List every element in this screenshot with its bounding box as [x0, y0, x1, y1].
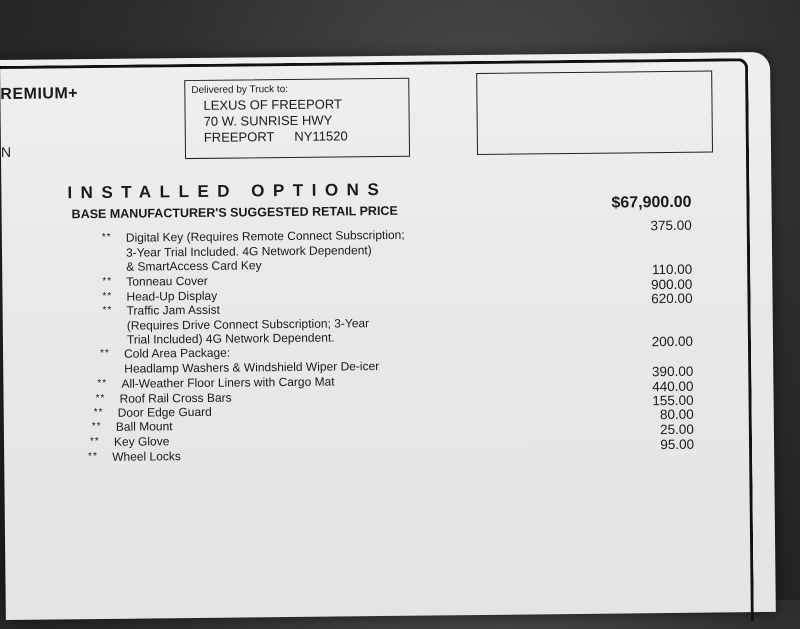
installed-options-title: INSTALLED OPTIONS [67, 179, 388, 203]
option-row [101, 217, 692, 275]
dealer-state-zip: NY11520 [294, 128, 348, 144]
edge-letter: N [0, 143, 12, 160]
option-description [124, 341, 693, 376]
option-price: 155.00 [652, 392, 694, 409]
option-marker: ** [102, 304, 113, 316]
option-marker: ** [95, 392, 106, 405]
option-description-line: Head-Up Display [126, 288, 218, 304]
option-description-line: All-Weather Floor Liners with Cargo Mat [121, 374, 335, 391]
dealer-city-line [204, 128, 403, 146]
option-description-line: Ball Mount [115, 419, 173, 434]
option-price: 900.00 [651, 276, 693, 293]
delivery-box [184, 78, 410, 159]
option-marker: ** [100, 347, 110, 359]
option-marker: ** [93, 406, 104, 419]
option-description-line: (Requires Drive Connect Subscription; 3-Year [126, 315, 370, 333]
option-description-line: Door Edge Guard [117, 404, 212, 420]
option-description-line: Tonneau Cover [126, 273, 208, 289]
option-price: 95.00 [660, 436, 695, 453]
option-marker: ** [88, 450, 99, 463]
option-description-line: Headlamp Washers & Windshield Wiper De-icer [124, 358, 380, 376]
option-description-line: Traffic Jam Assist [126, 302, 221, 318]
option-marker: ** [89, 435, 100, 448]
option-description-line: Digital Key (Requires Remote Connect Subscription; [125, 227, 405, 245]
option-marker: ** [97, 377, 108, 389]
dealer-city: FREEPORT [203, 129, 275, 145]
option-price: 80.00 [659, 406, 694, 423]
dealer-name: LEXUS OF FREEPORT [203, 96, 343, 113]
option-description-line: & SmartAccess Card Key [126, 258, 262, 274]
option-price: 440.00 [652, 378, 694, 395]
dealer-street: 70 W. SUNRISE HWY [203, 112, 333, 129]
option-description-line: Roof Rail Cross Bars [119, 390, 232, 406]
base-price-label: BASE MANUFACTURER'S SUGGESTED RETAIL PRICE [71, 203, 398, 222]
base-price-value: $67,900.00 [611, 193, 692, 212]
option-price: 110.00 [651, 261, 693, 278]
option-description-line: Trial Included) 4G Network Dependent. [126, 330, 335, 347]
trim-label: REMIUM+ [0, 85, 79, 103]
option-description-line: 3-Year Trial Included. 4G Network Dependent) [125, 242, 372, 260]
option-price: 390.00 [651, 363, 694, 380]
option-marker: ** [101, 231, 112, 243]
delivery-heading: Delivered by Truck to: [191, 83, 289, 96]
option-price: 620.00 [651, 290, 693, 307]
option-marker: ** [102, 275, 113, 287]
blank-box [476, 71, 713, 155]
option-price: 200.00 [651, 333, 694, 350]
option-description-line: Wheel Locks [112, 449, 181, 464]
option-marker: ** [102, 290, 113, 302]
window-sticker [0, 52, 776, 620]
option-description [127, 298, 693, 347]
option-marker: ** [91, 420, 102, 433]
option-price: 375.00 [650, 217, 692, 234]
option-description [126, 225, 692, 274]
option-description-line: Cold Area Package: [124, 345, 231, 361]
option-description-line: Key Glove [113, 434, 170, 449]
option-price: 25.00 [660, 421, 694, 438]
